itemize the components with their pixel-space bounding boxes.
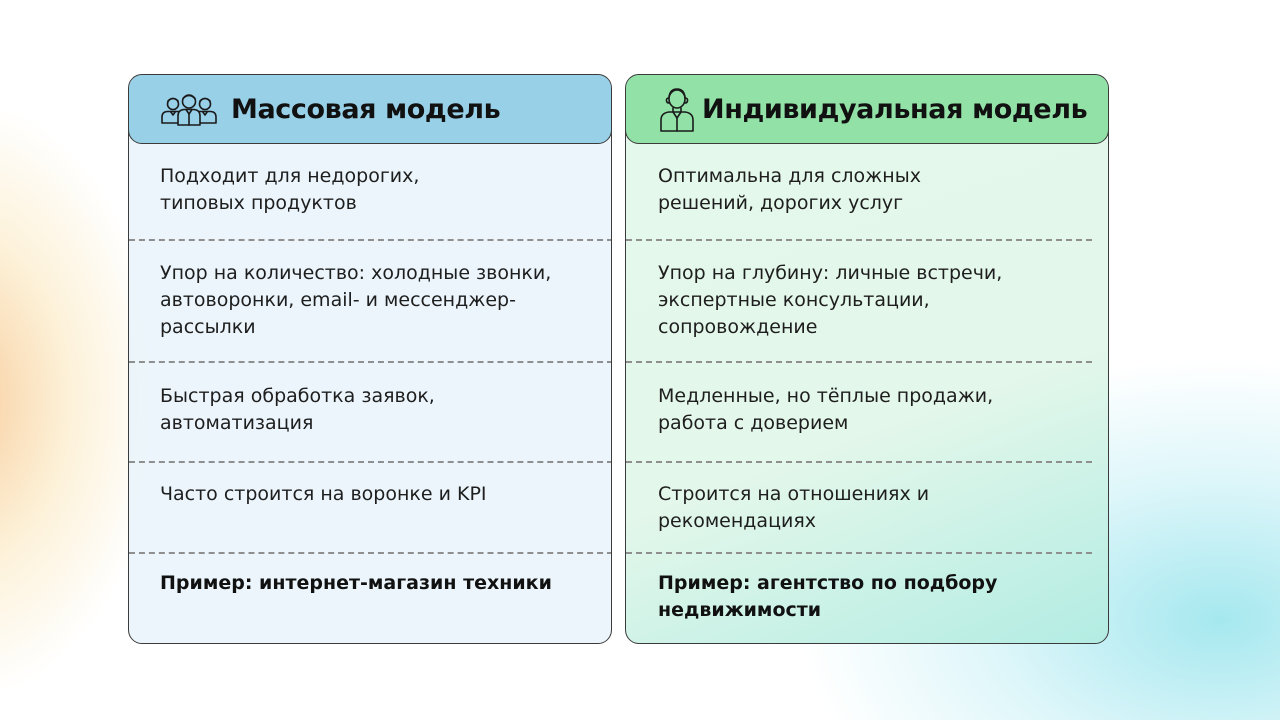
individual-model-example: Пример: агентство по подбору недвижимости — [658, 572, 998, 621]
individual-model-header — [625, 74, 1109, 144]
single-person-icon — [658, 85, 696, 133]
individual-model-title: Индивидуальная модель — [702, 93, 1088, 125]
individual-model-row-1: Оптимальна для сложных решений, дорогих услуг — [658, 165, 921, 214]
divider — [626, 361, 1092, 363]
individual-model-card — [625, 74, 1109, 644]
mass-model-row-1: Подходит для недорогих, типовых продуктов — [160, 165, 420, 214]
divider — [129, 461, 612, 463]
mass-model-example: Пример: интернет-магазин техники — [160, 572, 552, 594]
mass-model-header — [128, 74, 612, 144]
divider — [129, 239, 612, 241]
divider — [129, 361, 612, 363]
mass-model-card — [128, 74, 612, 644]
divider — [626, 552, 1092, 554]
mass-model-row-4: Часто строится на воронке и KPI — [160, 483, 487, 505]
individual-model-row-2: Упор на глубину: личные встречи, экспертные консультации, сопровождение — [658, 262, 1003, 338]
mass-model-row-2: Упор на количество: холодные звонки, автоворонки, email- и мессенджер- рассылки — [160, 262, 552, 338]
divider — [626, 461, 1092, 463]
mass-model-row-3: Быстрая обработка заявок, автоматизация — [160, 385, 435, 434]
group-of-people-icon — [159, 92, 219, 126]
divider — [129, 552, 612, 554]
individual-model-row-4: Строится на отношениях и рекомендациях — [658, 483, 930, 532]
divider — [626, 239, 1092, 241]
mass-model-title: Массовая модель — [231, 93, 501, 125]
individual-model-row-3: Медленные, но тёплые продажи, работа с доверием — [658, 385, 994, 434]
